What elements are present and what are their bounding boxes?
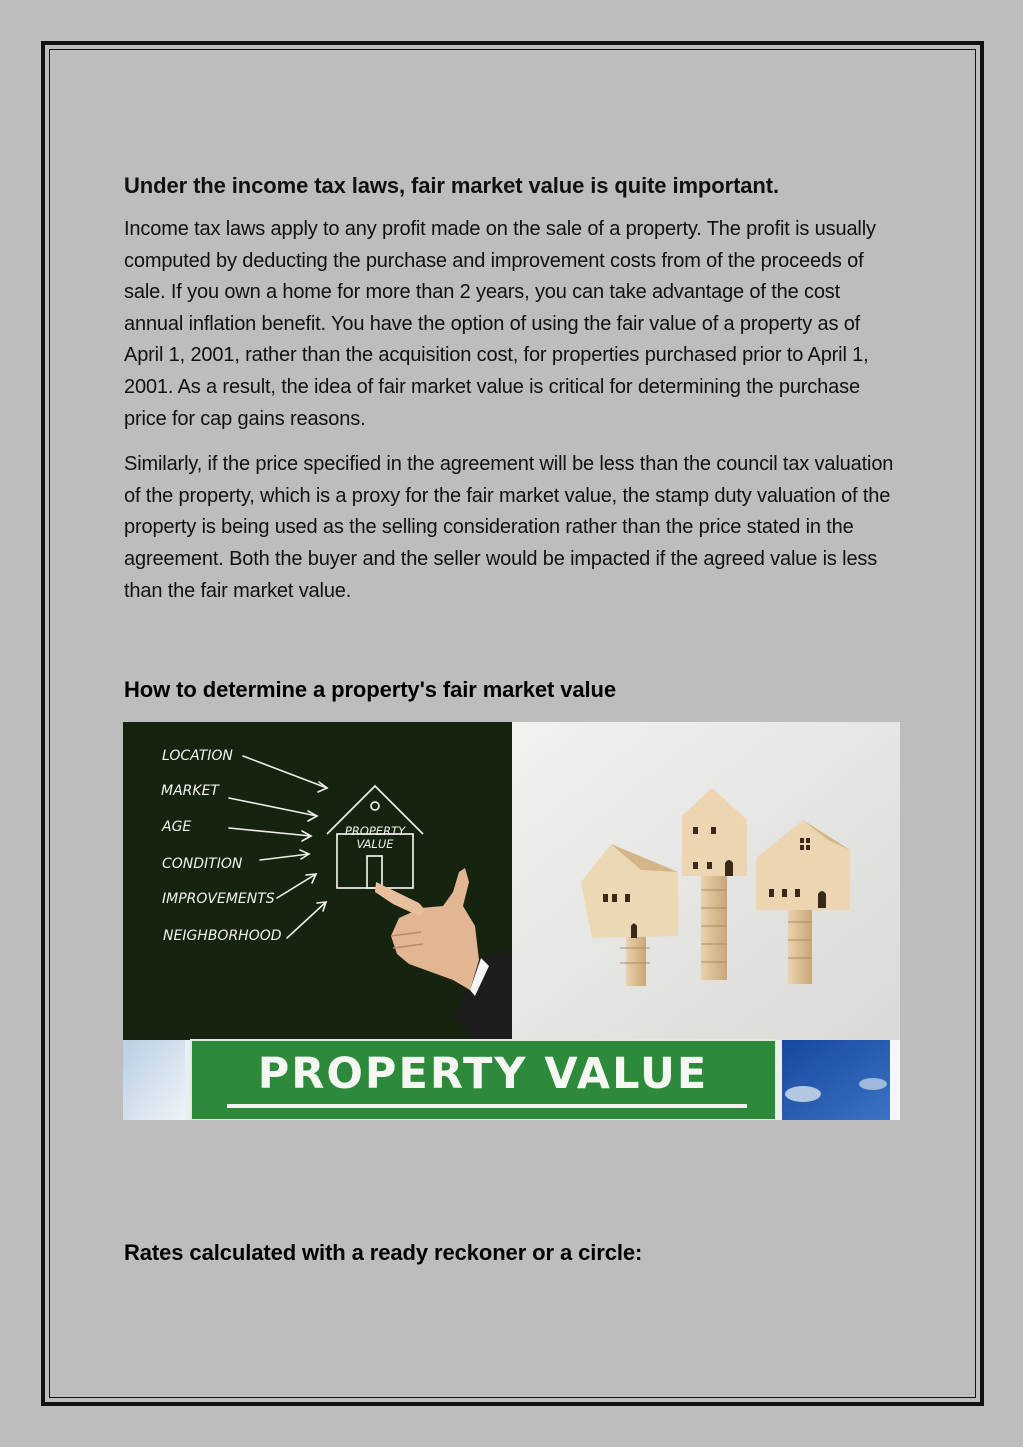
fmv-heading: Under the income tax laws, fair market value is quite important.: [124, 173, 780, 198]
house-label-line2: VALUE: [356, 837, 394, 851]
banner-underline: [227, 1104, 747, 1108]
chalkboard-panel: [123, 722, 512, 1040]
sky-left: [123, 1040, 185, 1120]
paragraph-income-tax: Income tax laws apply to any profit made on the sale of a property. The profit is usually computed by deducting the purchase and improvement costs from of the proceeds of sale. If you own a home for more than 2 years, you can take advantage of the cost annual inflation benefit. You have the option of using the fair value of a property as of April 1, 2001, rather than the acquisition cost, for properties purchased prior to April 1, 2001. As a result, the idea of fair market value is critical for determining the purchase price for cap gains reasons.: [124, 218, 876, 430]
banner-text: PROPERTY VALUE: [257, 1049, 709, 1099]
factor-label: NEIGHBORHOOD: [163, 928, 282, 944]
property-value-image: [123, 722, 900, 1120]
factor-label: MARKET: [161, 783, 219, 799]
paragraph-stamp-duty: Similarly, if the price specified in the agreement will be less than the council tax valuation of the property, which is a proxy for the fair market value, the stamp duty valuation of the property is being used as the selling consideration rather than the price stated in the agreement. Both the buyer and the seller would be impacted if the agreed value is less than the fair market value.: [124, 453, 894, 602]
factor-label: LOCATION: [162, 748, 233, 764]
rates-heading: Rates calculated with a ready reckoner or a circle:: [124, 1240, 643, 1265]
document-body: [124, 170, 902, 607]
factor-label: IMPROVEMENTS: [162, 891, 275, 907]
factor-label: AGE: [162, 819, 192, 835]
factor-label: CONDITION: [162, 856, 243, 872]
house-label-line1: PROPERTY: [344, 824, 406, 838]
determine-fmv-heading: How to determine a property's fair market value: [124, 677, 617, 702]
